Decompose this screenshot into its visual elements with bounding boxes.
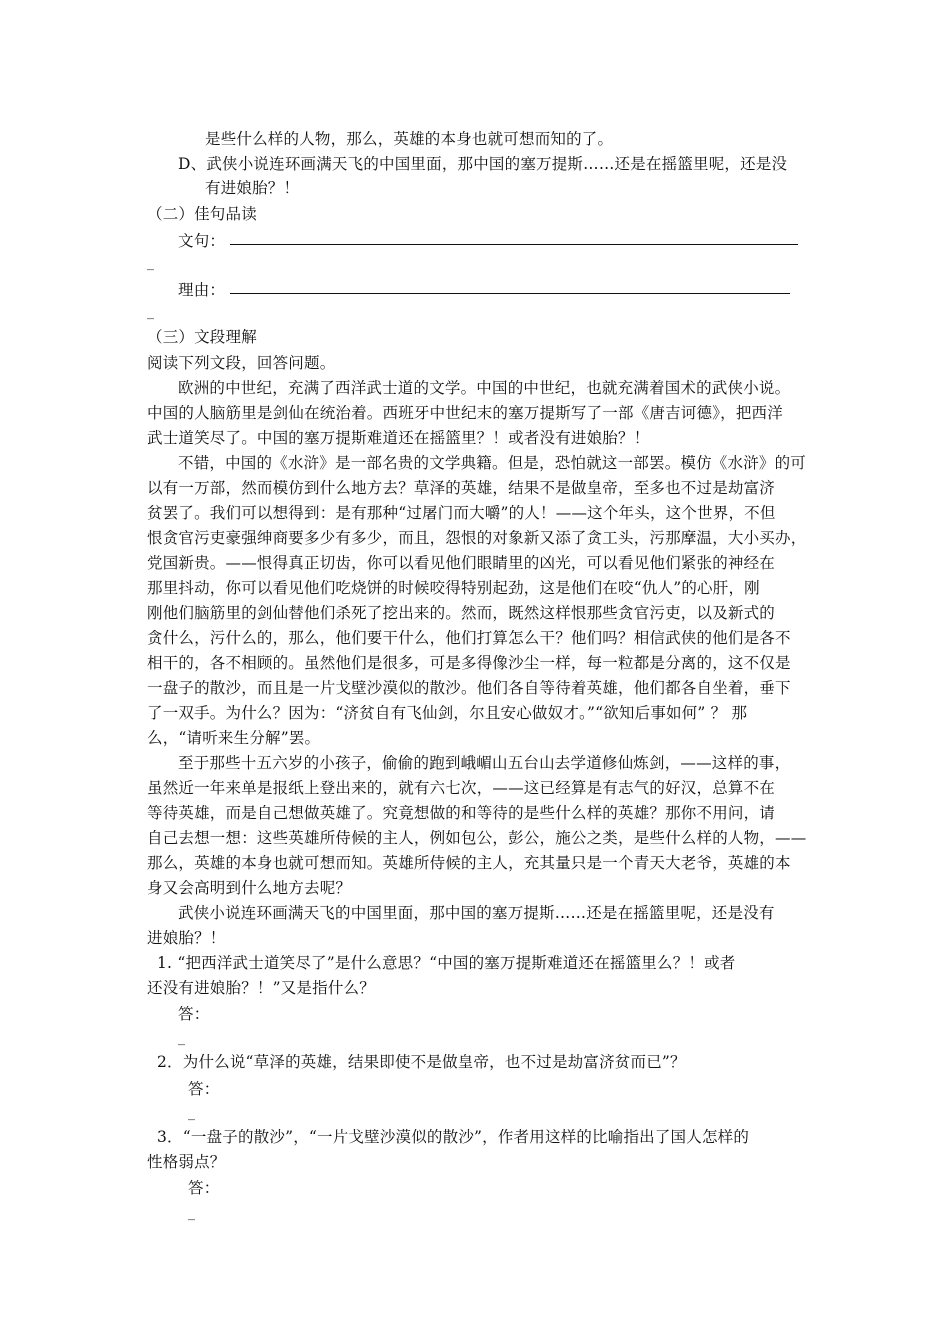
- reason-dash: _: [147, 304, 154, 320]
- passage-line: 中国的人脑筋里是剑仙在统治着。西班牙中世纪末的塞万提斯写了一部《唐吉诃德》，把西洋: [147, 404, 783, 422]
- question-2: 2．为什么说“草泽的英雄，结果即使不是做皇帝，也不过是劫富济贫而已”？: [157, 1053, 686, 1071]
- sentence-label: 文句：: [178, 232, 226, 250]
- passage-line: 欧洲的中世纪，充满了西洋武士道的文学。中国的中世纪，也就充满着国术的武侠小说。: [178, 379, 791, 397]
- passage-line: 至于那些十五六岁的小孩子，偷偷的跑到峨嵋山五台山去学道修仙炼剑，——这样的事，: [178, 754, 791, 772]
- section2-title: （二）佳句品读: [147, 205, 257, 223]
- passage-line: 贪什么，污什么的，那么，他们要干什么，他们打算怎么干？他们吗？相信武侠的他们是各不: [147, 629, 791, 647]
- sentence-answer-line[interactable]: [230, 244, 798, 245]
- answer-1-field[interactable]: _: [178, 1030, 185, 1046]
- answer-3-label: 答：: [188, 1179, 220, 1197]
- answer-3-field[interactable]: _: [188, 1205, 195, 1221]
- passage-line: 武侠小说连环画满天飞的中国里面，那中国的塞万提斯……还是在摇篮里呢，还是没有: [178, 904, 775, 922]
- passage-line: 党国新贵。——恨得真正切齿，你可以看见他们眼睛里的凶光，可以看见他们紧张的神经在: [147, 554, 776, 572]
- passage-line: 那么，英雄的本身也就可想而知。英雄所侍候的主人，充其量只是一个青天大老爷，英雄的本: [147, 854, 791, 872]
- passage-line: 那里抖动，你可以看见他们吃烧饼的时候咬得特别起劲，这是他们在咬“仇人”的心肝，刚: [147, 579, 760, 597]
- passage-line: 不错，中国的《水浒》是一部名贵的文学典籍。但是，恐怕就这一部罢。模仿《水浒》的可: [178, 454, 807, 472]
- passage-line: 等待英雄，而是自己想做英雄了。究竟想做的和等待的是些什么样的英雄？那你不用问，请: [147, 804, 776, 822]
- instruction: 阅读下列文段，回答问题。: [147, 354, 336, 372]
- passage-line: 进娘胎？！: [147, 929, 226, 947]
- reason-answer-line[interactable]: [230, 293, 790, 294]
- passage-line: 刚他们脑筋里的剑仙替他们杀死了挖出来的。然而，既然这样恨那些贪官污吏，以及新式的: [147, 604, 776, 622]
- question-1-line2: 还没有进娘胎？！”又是指什么？: [147, 979, 375, 997]
- passage-line: 相干的，各不相顾的。虽然他们是很多，可是多得像沙尘一样，每一粒都是分离的，这不仅是: [147, 654, 791, 672]
- passage-line: 恨贪官污吏豪强绅商要多少有多少，而且，怨恨的对象新又添了贪工头，污那摩温，大小买办，: [147, 529, 807, 547]
- reason-label: 理由：: [178, 281, 226, 299]
- section3-title: （三）文段理解: [147, 328, 257, 346]
- passage-line: 了一双手。为什么？因为：“济贫自有飞仙剑，尔且安心做奴才。”“欲知后事如何” ？ 那: [147, 704, 748, 722]
- passage-line: 身又会高明到什么地方去呢？: [147, 879, 352, 897]
- answer-1-label: 答：: [178, 1005, 210, 1023]
- question-3-line2: 性格弱点？: [147, 1153, 226, 1171]
- passage-line: 武士道笑尽了。中国的塞万提斯难道还在摇篮里？！或者没有进娘胎？！: [147, 429, 650, 447]
- question-1-line1: 1. “把西洋武士道笑尽了”是什么意思？“中国的塞万提斯难道还在摇篮里么？！或者: [157, 954, 736, 972]
- answer-2-label: 答：: [188, 1080, 220, 1098]
- passage-line: 么，“请听来生分解”罢。: [147, 729, 321, 747]
- passage-line: 一盘子的散沙，而且是一片戈壁沙漠似的散沙。他们各自等待着英雄，他们都各自坐着，垂下: [147, 679, 791, 697]
- option-d-line1: D、武侠小说连环画满天飞的中国里面，那中国的塞万提斯……还是在摇篮里呢，还是没: [178, 155, 788, 173]
- sentence-dash: _: [147, 255, 154, 271]
- option-c-tail: 是些什么样的人物，那么，英雄的本身也就可想而知的了。: [205, 130, 614, 148]
- passage-line: 自己去想一想：这些英雄所侍候的主人，例如包公，彭公，施公之类，是些什么样的人物，——: [147, 829, 807, 847]
- option-d-line2: 有进娘胎？！: [205, 179, 300, 197]
- question-3-line1: 3．“一盘子的散沙”，“一片戈壁沙漠似的散沙”，作者用这样的比喻指出了国人怎样的: [157, 1128, 750, 1146]
- passage-line: 以有一万部，然而模仿到什么地方去？草泽的英雄，结果不是做皇帝，至多也不过是劫富济: [147, 479, 776, 497]
- passage-line: 贫罢了。我们可以想得到：是有那种“过屠门而大嚼”的人！——这个年头，这个世界，不但: [147, 504, 776, 522]
- answer-2-field[interactable]: _: [188, 1105, 195, 1121]
- passage-line: 虽然近一年来单是报纸上登出来的，就有六七次，——这已经算是有志气的好汉，总算不在: [147, 779, 776, 797]
